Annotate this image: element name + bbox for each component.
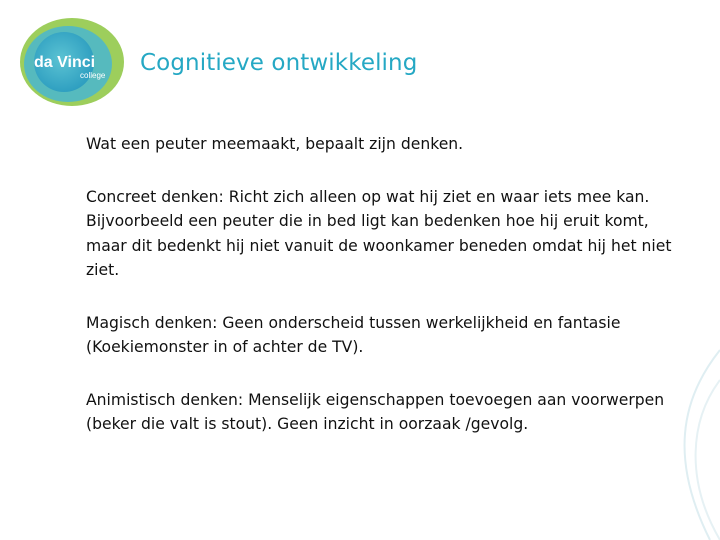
term-label: Concreet denken	[86, 187, 219, 206]
term-separator: :	[237, 390, 249, 409]
paragraph-text: Menselijk eigenschappen toevoegen aan voorwerpen (beker die valt is stout). Geen inzicht in oorzaak /gevolg.	[86, 390, 665, 433]
da-vinci-logo	[18, 16, 128, 108]
slide-content	[86, 132, 686, 465]
paragraph-text: Geen onderscheid tussen werkelijkheid en fantasie (Koekiemonster in of achter de TV).	[86, 313, 621, 356]
logo-text: da Vinci	[34, 54, 96, 71]
logo-subtext: college	[80, 71, 106, 80]
paragraph-text: Richt zich alleen op wat hij ziet en waar iets mee kan. Bijvoorbeeld een peuter die in bed ligt kan bedenken hoe hij eruit komt, maar dit bedenkt hij niet vanuit de woonkamer beneden omdat hij het niet ziet.	[86, 187, 672, 279]
paragraph-text: Wat een peuter meemaakt, bepaalt zijn denken.	[86, 135, 464, 153]
term-separator: :	[212, 313, 223, 332]
paragraph-intro	[86, 132, 686, 157]
paragraph-magisch-denken	[86, 311, 686, 360]
paragraph-concreet-denken	[86, 185, 686, 283]
term-label: Magisch denken	[86, 313, 213, 332]
slide-title: Cognitieve ontwikkeling	[140, 50, 418, 76]
term-separator: :	[218, 187, 229, 206]
term-label: Animistisch denken	[86, 390, 238, 409]
paragraph-animistisch-denken	[86, 388, 686, 437]
